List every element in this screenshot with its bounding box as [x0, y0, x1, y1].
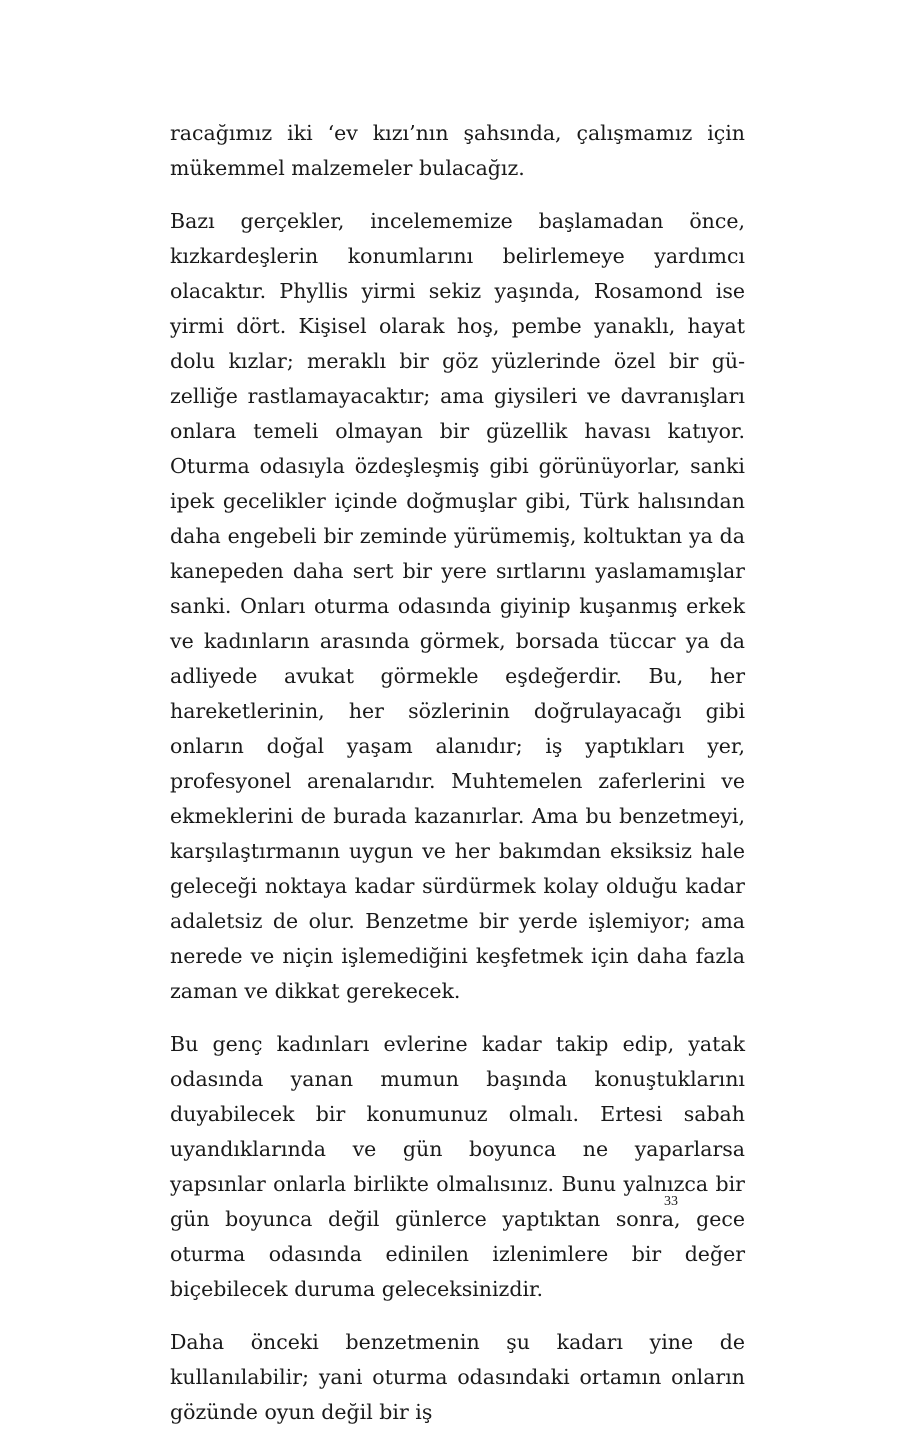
paragraph-1: racağımız iki ‘ev kızı’nın şahsında, çalışmamız için mükemmel malzemeler bulacağız. [170, 121, 745, 180]
paragraph-2: Bazı gerçekler, incelememize başlamadan önce, kızkardeşlerin konumlarını belirlemeye yardımcı olacaktır. Phyllis yirmi sekiz yaşında, Rosamond ise yirmi dört. Kişisel olarak hoş, pembe yanaklı, hayat dolu kızlar; meraklı bir göz yüzlerinde özel bir güzelliğe rastlamayacaktır; ama giysileri ve davranışları onlara temeli olmayan bir güzellik havası katıyor. Oturma odasıyla özdeşleşmiş gibi görünüyorlar, sanki ipek gecelikler içinde doğmuşlar gibi, Türk halısından daha engebeli bir zeminde yürümemiş, koltuktan ya da kanepeden daha sert bir yere sırtlarını yaslamamışlar sanki. Onları oturma odasında giyinip kuşanmış erkek ve kadınların arasında görmek, borsada tüccar ya da adliyede avukat görmekle eşdeğerdir. Bu, her hareketlerinin, her sözlerinin doğrulayacağı gibi onların doğal yaşam alanıdır; iş yaptıkları yer, profesyonel arenalarıdır. Muhtemelen zaferlerini ve ekmeklerini de burada kazanırlar. Ama bu benzetmeyi, karşılaştırmanın uygun ve her bakımdan eksiksiz hale geleceği noktaya kadar sürdürmek kolay olduğu kadar adaletsiz de olur. Benzetme bir yerde işlemiyor; ama nerede ve niçin işlemediğini keşfetmek için daha fazla zaman ve dikkat gerekecek. [170, 209, 745, 1003]
page-number: 33 [664, 1194, 678, 1209]
body-text [170, 116, 745, 1448]
paragraph-4: Daha önceki benzetmenin şu kadarı yine de kullanılabilir; yani oturma odasındaki ortamın onların gözünde oyun değil bir iş [170, 1330, 745, 1424]
paragraph-3: Bu genç kadınları evlerine kadar takip edip, yatak odasında yanan mumun başında konuştuklarını duyabilecek bir konumunuz olmalı. Ertesi sabah uyandıklarında ve gün boyunca ne yaparlarsa yapsınlar onlarla birlikte olmalısınız. Bunu yalnızca bir gün boyunca değil günlerce yaptıktan sonra, gece oturma odasında edinilen izlenimlere bir değer biçebilecek duruma geleceksinizdir. [170, 1032, 745, 1301]
